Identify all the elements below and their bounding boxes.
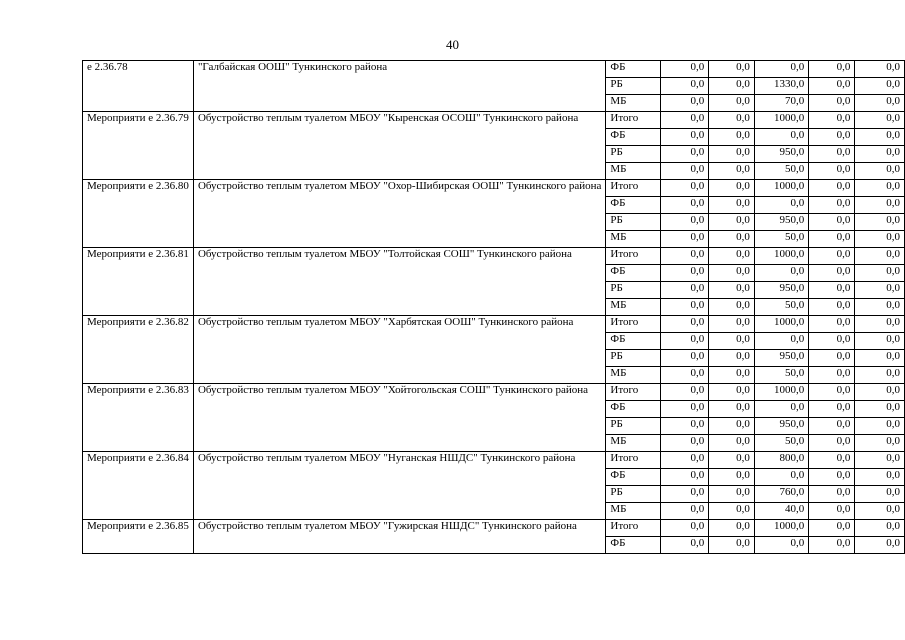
amount-cell: 0,0 bbox=[855, 197, 905, 214]
amount-cell: 0,0 bbox=[709, 469, 755, 486]
amount-cell: 0,0 bbox=[809, 384, 855, 401]
amount-cell: 0,0 bbox=[661, 316, 709, 333]
amount-cell: 0,0 bbox=[709, 61, 755, 78]
amount-cell: 0,0 bbox=[709, 299, 755, 316]
amount-cell: 0,0 bbox=[855, 61, 905, 78]
amount-cell: 0,0 bbox=[754, 197, 808, 214]
amount-cell: 950,0 bbox=[754, 214, 808, 231]
amount-cell: 0,0 bbox=[661, 180, 709, 197]
amount-cell: 40,0 bbox=[754, 503, 808, 520]
amount-cell: 0,0 bbox=[809, 180, 855, 197]
amount-cell: 0,0 bbox=[709, 180, 755, 197]
amount-cell: 0,0 bbox=[709, 112, 755, 129]
amount-cell: 50,0 bbox=[754, 367, 808, 384]
amount-cell: 0,0 bbox=[809, 112, 855, 129]
amount-cell: 0,0 bbox=[855, 248, 905, 265]
funding-source-cell: РБ bbox=[606, 282, 661, 299]
table-row bbox=[83, 61, 905, 78]
amount-cell: 1000,0 bbox=[754, 520, 808, 537]
funding-source-cell: МБ bbox=[606, 163, 661, 180]
amount-cell: 0,0 bbox=[855, 180, 905, 197]
event-id-cell: Мероприяти е 2.36.83 bbox=[83, 384, 194, 452]
amount-cell: 0,0 bbox=[809, 350, 855, 367]
funding-source-cell: МБ bbox=[606, 95, 661, 112]
amount-cell: 0,0 bbox=[855, 537, 905, 554]
funding-source-cell: РБ bbox=[606, 486, 661, 503]
amount-cell: 0,0 bbox=[661, 452, 709, 469]
event-id-cell: Мероприяти е 2.36.84 bbox=[83, 452, 194, 520]
amount-cell: 0,0 bbox=[661, 418, 709, 435]
amount-cell: 0,0 bbox=[855, 146, 905, 163]
event-name-cell: Обустройство теплым туалетом МБОУ "Толтойская СОШ" Тункинского района bbox=[193, 248, 605, 316]
amount-cell: 760,0 bbox=[754, 486, 808, 503]
event-name-cell: Обустройство теплым туалетом МБОУ "Кыренская ОСОШ" Тункинского района bbox=[193, 112, 605, 180]
amount-cell: 800,0 bbox=[754, 452, 808, 469]
amount-cell: 0,0 bbox=[754, 333, 808, 350]
amount-cell: 0,0 bbox=[809, 214, 855, 231]
funding-source-cell: РБ bbox=[606, 146, 661, 163]
amount-cell: 0,0 bbox=[709, 78, 755, 95]
amount-cell: 0,0 bbox=[855, 367, 905, 384]
funding-source-cell: ФБ bbox=[606, 61, 661, 78]
amount-cell: 0,0 bbox=[661, 401, 709, 418]
funding-source-cell: ФБ bbox=[606, 537, 661, 554]
amount-cell: 0,0 bbox=[855, 231, 905, 248]
funding-source-cell: Итого bbox=[606, 452, 661, 469]
amount-cell: 0,0 bbox=[709, 401, 755, 418]
amount-cell: 0,0 bbox=[855, 469, 905, 486]
funding-source-cell: Итого bbox=[606, 112, 661, 129]
amount-cell: 0,0 bbox=[709, 520, 755, 537]
funding-source-cell: ФБ bbox=[606, 469, 661, 486]
event-name-cell: "Галбайская ООШ" Тункинского района bbox=[193, 61, 605, 112]
amount-cell: 0,0 bbox=[855, 163, 905, 180]
amount-cell: 0,0 bbox=[661, 435, 709, 452]
event-name-cell: Обустройство теплым туалетом МБОУ "Гужирская НШДС" Тункинского района bbox=[193, 520, 605, 554]
amount-cell: 0,0 bbox=[809, 231, 855, 248]
event-name-cell: Обустройство теплым туалетом МБОУ "Охор-Шибирская ООШ" Тункинского района bbox=[193, 180, 605, 248]
amount-cell: 0,0 bbox=[661, 350, 709, 367]
amount-cell: 0,0 bbox=[855, 265, 905, 282]
funding-source-cell: ФБ bbox=[606, 129, 661, 146]
event-id-cell: Мероприяти е 2.36.80 bbox=[83, 180, 194, 248]
amount-cell: 0,0 bbox=[661, 112, 709, 129]
amount-cell: 50,0 bbox=[754, 231, 808, 248]
amount-cell: 0,0 bbox=[809, 61, 855, 78]
amount-cell: 0,0 bbox=[661, 520, 709, 537]
amount-cell: 0,0 bbox=[855, 214, 905, 231]
funding-source-cell: МБ bbox=[606, 503, 661, 520]
amount-cell: 0,0 bbox=[855, 435, 905, 452]
table-row bbox=[83, 452, 905, 469]
amount-cell: 0,0 bbox=[709, 418, 755, 435]
funding-source-cell: ФБ bbox=[606, 401, 661, 418]
amount-cell: 0,0 bbox=[855, 316, 905, 333]
amount-cell: 0,0 bbox=[709, 537, 755, 554]
amount-cell: 0,0 bbox=[809, 78, 855, 95]
amount-cell: 0,0 bbox=[855, 129, 905, 146]
budget-table bbox=[82, 60, 905, 554]
amount-cell: 0,0 bbox=[809, 129, 855, 146]
amount-cell: 0,0 bbox=[661, 95, 709, 112]
amount-cell: 0,0 bbox=[661, 333, 709, 350]
funding-source-cell: Итого bbox=[606, 520, 661, 537]
amount-cell: 950,0 bbox=[754, 282, 808, 299]
amount-cell: 0,0 bbox=[809, 469, 855, 486]
amount-cell: 1000,0 bbox=[754, 316, 808, 333]
page-number: 40 bbox=[446, 37, 459, 52]
amount-cell: 0,0 bbox=[709, 282, 755, 299]
amount-cell: 950,0 bbox=[754, 350, 808, 367]
amount-cell: 0,0 bbox=[809, 316, 855, 333]
amount-cell: 950,0 bbox=[754, 418, 808, 435]
amount-cell: 0,0 bbox=[709, 316, 755, 333]
amount-cell: 1000,0 bbox=[754, 248, 808, 265]
amount-cell: 50,0 bbox=[754, 163, 808, 180]
amount-cell: 0,0 bbox=[709, 197, 755, 214]
amount-cell: 50,0 bbox=[754, 435, 808, 452]
amount-cell: 0,0 bbox=[661, 248, 709, 265]
amount-cell: 0,0 bbox=[809, 537, 855, 554]
funding-source-cell: Итого bbox=[606, 180, 661, 197]
amount-cell: 0,0 bbox=[809, 486, 855, 503]
amount-cell: 0,0 bbox=[709, 265, 755, 282]
amount-cell: 0,0 bbox=[709, 486, 755, 503]
funding-source-cell: ФБ bbox=[606, 265, 661, 282]
amount-cell: 0,0 bbox=[661, 469, 709, 486]
amount-cell: 0,0 bbox=[661, 129, 709, 146]
event-id-cell: Мероприяти е 2.36.79 bbox=[83, 112, 194, 180]
amount-cell: 0,0 bbox=[809, 452, 855, 469]
amount-cell: 50,0 bbox=[754, 299, 808, 316]
amount-cell: 0,0 bbox=[754, 469, 808, 486]
funding-source-cell: РБ bbox=[606, 78, 661, 95]
amount-cell: 950,0 bbox=[754, 146, 808, 163]
table-row bbox=[83, 520, 905, 537]
amount-cell: 0,0 bbox=[809, 248, 855, 265]
amount-cell: 0,0 bbox=[855, 503, 905, 520]
amount-cell: 0,0 bbox=[809, 333, 855, 350]
amount-cell: 0,0 bbox=[855, 452, 905, 469]
funding-source-cell: МБ bbox=[606, 367, 661, 384]
amount-cell: 0,0 bbox=[809, 520, 855, 537]
amount-cell: 0,0 bbox=[809, 299, 855, 316]
amount-cell: 0,0 bbox=[661, 282, 709, 299]
amount-cell: 0,0 bbox=[855, 401, 905, 418]
amount-cell: 0,0 bbox=[855, 384, 905, 401]
funding-source-cell: РБ bbox=[606, 350, 661, 367]
amount-cell: 0,0 bbox=[709, 503, 755, 520]
amount-cell: 0,0 bbox=[661, 214, 709, 231]
amount-cell: 1000,0 bbox=[754, 112, 808, 129]
event-id-cell: Мероприяти е 2.36.81 bbox=[83, 248, 194, 316]
amount-cell: 0,0 bbox=[754, 129, 808, 146]
funding-source-cell: РБ bbox=[606, 418, 661, 435]
amount-cell: 0,0 bbox=[809, 163, 855, 180]
amount-cell: 0,0 bbox=[661, 61, 709, 78]
event-id-cell: е 2.36.78 bbox=[83, 61, 194, 112]
amount-cell: 0,0 bbox=[709, 384, 755, 401]
amount-cell: 0,0 bbox=[661, 503, 709, 520]
amount-cell: 1000,0 bbox=[754, 384, 808, 401]
amount-cell: 0,0 bbox=[661, 537, 709, 554]
amount-cell: 0,0 bbox=[709, 146, 755, 163]
amount-cell: 0,0 bbox=[754, 265, 808, 282]
amount-cell: 0,0 bbox=[709, 435, 755, 452]
amount-cell: 0,0 bbox=[661, 367, 709, 384]
amount-cell: 0,0 bbox=[809, 503, 855, 520]
amount-cell: 70,0 bbox=[754, 95, 808, 112]
funding-source-cell: Итого bbox=[606, 316, 661, 333]
amount-cell: 0,0 bbox=[709, 231, 755, 248]
amount-cell: 0,0 bbox=[855, 282, 905, 299]
table-row bbox=[83, 248, 905, 265]
amount-cell: 0,0 bbox=[809, 367, 855, 384]
event-id-cell: Мероприяти е 2.36.82 bbox=[83, 316, 194, 384]
funding-source-cell: ФБ bbox=[606, 197, 661, 214]
amount-cell: 0,0 bbox=[855, 520, 905, 537]
funding-source-cell: МБ bbox=[606, 231, 661, 248]
amount-cell: 0,0 bbox=[709, 129, 755, 146]
amount-cell: 0,0 bbox=[709, 163, 755, 180]
amount-cell: 0,0 bbox=[809, 146, 855, 163]
amount-cell: 0,0 bbox=[709, 452, 755, 469]
amount-cell: 1000,0 bbox=[754, 180, 808, 197]
amount-cell: 0,0 bbox=[661, 265, 709, 282]
event-id-cell: Мероприяти е 2.36.85 bbox=[83, 520, 194, 554]
amount-cell: 0,0 bbox=[855, 112, 905, 129]
amount-cell: 0,0 bbox=[809, 418, 855, 435]
amount-cell: 0,0 bbox=[809, 435, 855, 452]
funding-source-cell: МБ bbox=[606, 299, 661, 316]
funding-source-cell: МБ bbox=[606, 435, 661, 452]
event-name-cell: Обустройство теплым туалетом МБОУ "Хойтогольская СОШ" Тункинского района bbox=[193, 384, 605, 452]
amount-cell: 0,0 bbox=[661, 78, 709, 95]
amount-cell: 0,0 bbox=[661, 163, 709, 180]
amount-cell: 0,0 bbox=[661, 384, 709, 401]
funding-source-cell: Итого bbox=[606, 384, 661, 401]
funding-source-cell: Итого bbox=[606, 248, 661, 265]
amount-cell: 0,0 bbox=[754, 537, 808, 554]
table-row bbox=[83, 384, 905, 401]
amount-cell: 0,0 bbox=[661, 299, 709, 316]
amount-cell: 0,0 bbox=[709, 350, 755, 367]
amount-cell: 0,0 bbox=[709, 333, 755, 350]
table-row bbox=[83, 180, 905, 197]
amount-cell: 0,0 bbox=[809, 282, 855, 299]
amount-cell: 0,0 bbox=[855, 78, 905, 95]
amount-cell: 0,0 bbox=[855, 486, 905, 503]
amount-cell: 0,0 bbox=[855, 418, 905, 435]
amount-cell: 1330,0 bbox=[754, 78, 808, 95]
amount-cell: 0,0 bbox=[809, 95, 855, 112]
amount-cell: 0,0 bbox=[709, 214, 755, 231]
amount-cell: 0,0 bbox=[709, 95, 755, 112]
amount-cell: 0,0 bbox=[661, 146, 709, 163]
amount-cell: 0,0 bbox=[855, 95, 905, 112]
funding-source-cell: ФБ bbox=[606, 333, 661, 350]
amount-cell: 0,0 bbox=[809, 265, 855, 282]
amount-cell: 0,0 bbox=[855, 350, 905, 367]
amount-cell: 0,0 bbox=[855, 299, 905, 316]
amount-cell: 0,0 bbox=[855, 333, 905, 350]
table-row bbox=[83, 112, 905, 129]
event-name-cell: Обустройство теплым туалетом МБОУ "Нуганская НШДС" Тункинского района bbox=[193, 452, 605, 520]
amount-cell: 0,0 bbox=[709, 248, 755, 265]
amount-cell: 0,0 bbox=[809, 197, 855, 214]
amount-cell: 0,0 bbox=[661, 486, 709, 503]
event-name-cell: Обустройство теплым туалетом МБОУ "Харбятская ООШ" Тункинского района bbox=[193, 316, 605, 384]
amount-cell: 0,0 bbox=[661, 231, 709, 248]
table-body bbox=[83, 61, 905, 554]
amount-cell: 0,0 bbox=[809, 401, 855, 418]
amount-cell: 0,0 bbox=[709, 367, 755, 384]
amount-cell: 0,0 bbox=[754, 401, 808, 418]
table-row bbox=[83, 316, 905, 333]
amount-cell: 0,0 bbox=[754, 61, 808, 78]
amount-cell: 0,0 bbox=[661, 197, 709, 214]
funding-source-cell: РБ bbox=[606, 214, 661, 231]
